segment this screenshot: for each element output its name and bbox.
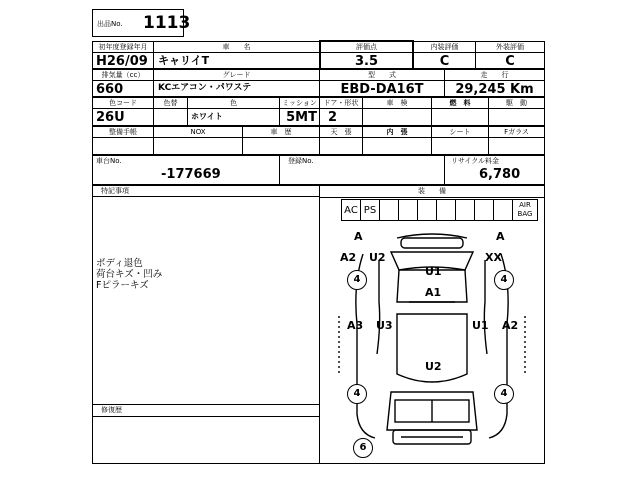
color-label: 色 — [187, 97, 280, 109]
mileage-value: 29,245 Km — [444, 80, 545, 97]
remark-line: ボディ退色 — [96, 258, 143, 269]
remark-line: Fピラーキズ — [96, 280, 149, 291]
chassis-label: 車台No. — [96, 157, 122, 165]
nox-label: NOX — [153, 126, 243, 138]
doors-label: ドア・形状 — [319, 97, 363, 109]
left-cab-side — [377, 260, 380, 354]
mark-bed: U2 — [425, 360, 442, 373]
mark-right-fender: XX — [485, 251, 502, 264]
seat-value — [431, 137, 489, 155]
mark-front-left: A — [354, 230, 363, 243]
mission-label: ミッション — [279, 97, 320, 109]
mark-left-door-2: U3 — [376, 319, 393, 332]
remarks-label — [92, 185, 320, 197]
fuel-label: 燃 料 — [431, 97, 489, 109]
exterior-value: C — [475, 52, 545, 69]
sunroof-label: 天 張 — [319, 126, 363, 138]
exterior-label: 外装評価 — [475, 41, 545, 53]
mark-right-door: U1 — [472, 319, 489, 332]
recycle-label: リサイクル料金 — [451, 157, 500, 165]
mileage-label: 走 行 — [444, 69, 545, 81]
equipment-item: AC — [341, 199, 361, 221]
reg-value: H26/09 — [92, 52, 154, 69]
history-value — [242, 137, 320, 155]
trim-label: 内 張 — [362, 126, 432, 138]
equipment-item — [474, 199, 494, 221]
cc-value: 660 — [92, 80, 154, 97]
equipment-item — [493, 199, 513, 221]
mark-right-door-2: A2 — [502, 319, 519, 332]
glass-label: Fガラス — [488, 126, 545, 138]
color-change-value — [153, 108, 188, 126]
seat-label: シート — [431, 126, 489, 138]
manual-value — [92, 137, 154, 155]
score-label: 評価点 — [319, 40, 414, 53]
remarks-notes — [96, 258, 162, 291]
chassis-value: -177669 — [161, 167, 221, 182]
inspection-label: 車 検 — [362, 97, 432, 109]
grade-label: グレード — [153, 69, 320, 81]
score-value: 3.5 — [319, 52, 414, 70]
repair-label — [92, 404, 320, 417]
tyre-spare: 6 — [353, 438, 373, 458]
cab-outline — [401, 238, 463, 248]
cc-label: 排気量（cc） — [92, 69, 154, 81]
equipment-item: PS — [360, 199, 380, 221]
mark-left-fender-2: U2 — [369, 251, 386, 264]
model-value: EBD-DA16T — [319, 80, 445, 97]
equipment-item — [417, 199, 437, 221]
fuel-value — [431, 108, 489, 126]
equipment-item — [436, 199, 456, 221]
reg-label: 初年度登録年月 — [92, 41, 154, 53]
mark-left-fender: A2 — [340, 251, 357, 264]
history-label: 車 歴 — [242, 126, 320, 138]
color-change-label: 色替 — [153, 97, 188, 109]
color-code-value: 26U — [92, 108, 154, 126]
model-label: 型 式 — [319, 69, 445, 81]
equipment-item — [379, 199, 399, 221]
interior-value: C — [413, 52, 476, 69]
interior-label: 内装評価 — [413, 41, 476, 53]
drive-label: 駆 動 — [488, 97, 545, 109]
mark-left-door: A3 — [347, 319, 364, 332]
remark-line: 荷台キズ・凹み — [96, 269, 163, 280]
name-label: 車 名 — [153, 41, 320, 53]
name-value: キャリイT — [153, 52, 320, 69]
manual-label: 整備手帳 — [92, 126, 154, 138]
remarks-box — [92, 185, 320, 405]
chassis-cell — [92, 155, 280, 185]
repair-label-text: 修復歴 — [101, 406, 122, 414]
recycle-cell — [444, 155, 545, 185]
recycle-value: 6,780 — [479, 167, 521, 182]
glass-value — [488, 137, 545, 155]
remarks-label-text: 特記事項 — [101, 187, 129, 195]
mark-hood-2: A1 — [425, 286, 442, 299]
tyre-rear-right: 4 — [494, 384, 514, 404]
equipment-item: AIR BAG — [512, 199, 538, 221]
right-cab-side — [484, 260, 487, 354]
lot-label: 出品No. — [97, 20, 123, 28]
mark-front-right: A — [496, 230, 505, 243]
trim-value — [362, 137, 432, 155]
grade-value: KCエアコン・パワステ — [153, 80, 320, 97]
color-code-label: 色コード — [92, 97, 154, 109]
equipment-label — [319, 185, 545, 198]
nox-value — [153, 137, 243, 155]
equipment-label-text: 装 備 — [418, 187, 446, 195]
doors-value: 2 — [319, 108, 363, 126]
inspection-value — [362, 108, 432, 126]
mission-value: 5MT — [279, 108, 320, 126]
tyre-rear-left: 4 — [347, 384, 367, 404]
drive-value — [488, 108, 545, 126]
color-value: ホワイト — [187, 108, 280, 126]
lot-number-box — [92, 9, 191, 37]
tyre-front-right: 4 — [494, 270, 514, 290]
lot-number: 1113 — [143, 13, 191, 33]
equipment-item — [398, 199, 418, 221]
regno-cell — [279, 155, 445, 185]
regno-label: 登録No. — [288, 157, 314, 165]
sunroof-value — [319, 137, 363, 155]
mark-hood: U1 — [425, 265, 442, 278]
equipment-item — [455, 199, 475, 221]
tyre-front-left: 4 — [347, 270, 367, 290]
